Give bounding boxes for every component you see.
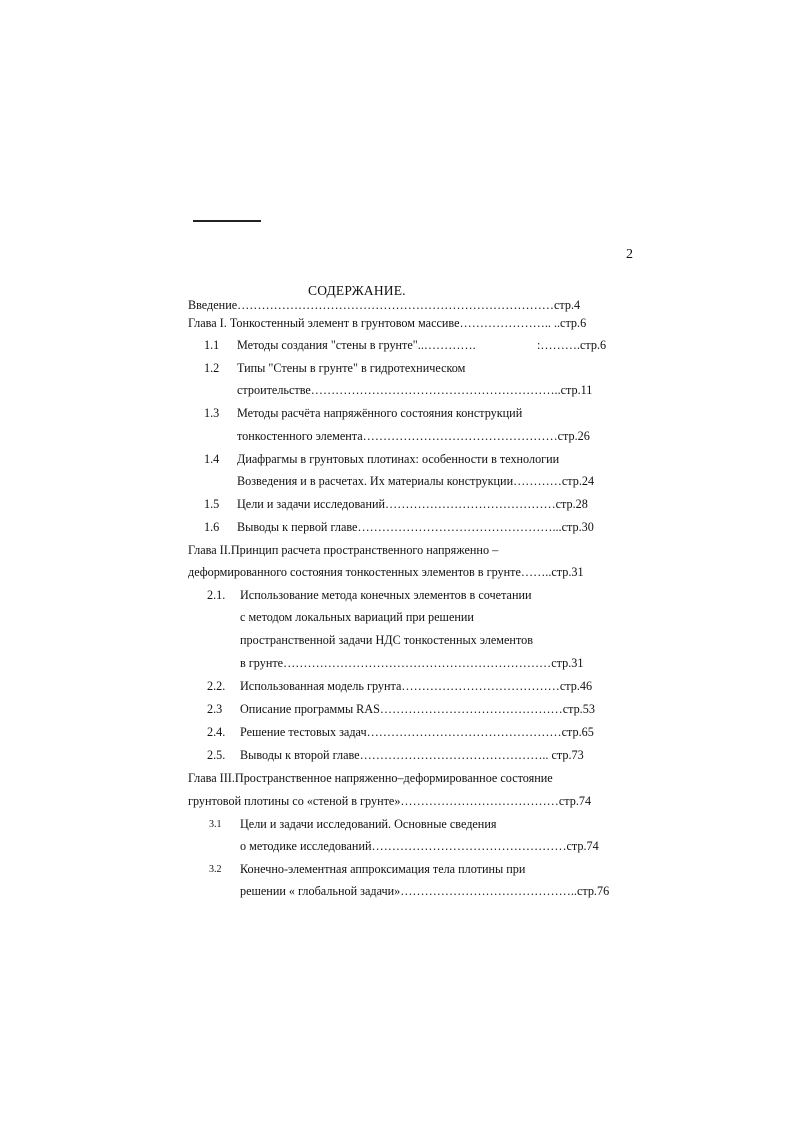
toc-entry-2-3: Описание программы RAS………………………………………стр.53 bbox=[240, 702, 595, 716]
toc-number-2-4: 2.4. bbox=[207, 725, 226, 739]
toc-entry-1-6: Выводы к первой главе…………………………………………...стр.30 bbox=[237, 520, 594, 534]
toc-number-1-2: 1.2 bbox=[204, 361, 220, 375]
page-number: 2 bbox=[626, 247, 633, 262]
toc-entry-2-1-line-3: пространственной задачи НДС тонкостенных элементов bbox=[240, 633, 533, 647]
toc-entry-3-2-line-2: решении « глобальной задачи»……………………………………..стр.76 bbox=[240, 884, 610, 898]
toc-number-3-2: 3.2 bbox=[209, 864, 222, 875]
toc-entry-2-4: Решение тестовых задач…………………………………………стр.65 bbox=[240, 725, 594, 739]
toc-number-2-1: 2.1. bbox=[207, 588, 226, 602]
toc-entry-chapter-2-line-2: деформированного состояния тонкостенных элементов в грунте……..стр.31 bbox=[188, 565, 584, 579]
toc-entry-intro: Введение……………………………………………………………………стр.4 bbox=[188, 298, 581, 312]
toc-number-1-3: 1.3 bbox=[204, 406, 220, 420]
toc-number-2-3: 2.3 bbox=[207, 702, 223, 716]
toc-entry-1-2-line-1: Типы "Стены в грунте" в гидротехническом bbox=[237, 361, 466, 375]
toc-entry-2-1-line-4: в грунте…………………………………………………………стр.31 bbox=[240, 656, 584, 670]
toc-entry-chapter-3-line-1: Глава III.Пространственное напряженно–деформированное состояние bbox=[188, 771, 553, 785]
toc-entry-1-3-line-1: Методы расчёта напряжённого состояния конструкций bbox=[237, 406, 523, 420]
toc-entry-chapter-3-line-2: грунтовой плотины со «стеной в грунте»…………………………………стр.74 bbox=[188, 794, 592, 808]
toc-number-1-5: 1.5 bbox=[204, 497, 220, 511]
toc-entry-1-4-line-2: Возведения и в расчетах. Их материалы конструкции…………стр.24 bbox=[237, 474, 595, 488]
toc-number-1-1: 1.1 bbox=[204, 338, 220, 352]
toc-number-2-2: 2.2. bbox=[207, 679, 226, 693]
toc-entry-2-1-line-2: с методом локальных вариаций при решении bbox=[240, 610, 474, 624]
toc-entry-1-2-line-2: строительстве……………………………………………………..стр.11 bbox=[237, 383, 593, 397]
toc-entry-1-4-line-1: Диафрагмы в грунтовых плотинах: особенности в технологии bbox=[237, 452, 560, 466]
toc-entry-chapter-2-line-1: Глава II.Принцип расчета пространственного напряженно – bbox=[188, 543, 499, 557]
header-rule bbox=[193, 220, 261, 222]
toc-title: СОДЕРЖАНИЕ. bbox=[308, 283, 406, 298]
toc-entry-3-1-line-1: Цели и задачи исследований. Основные сведения bbox=[240, 817, 497, 831]
toc-entry-1-1-page: :……….стр.6 bbox=[537, 338, 607, 352]
toc-entry-3-2-line-1: Конечно-элементная аппроксимация тела плотины при bbox=[240, 862, 526, 876]
toc-entry-1-3-line-2: тонкостенного элемента…………………………………………стр.26 bbox=[237, 429, 590, 443]
toc-entry-2-1-line-1: Использование метода конечных элементов в сочетании bbox=[240, 588, 532, 602]
toc-entry-2-2: Использованная модель грунта…………………………………стр.46 bbox=[240, 679, 593, 693]
toc-entry-2-5: Выводы к второй главе……………………………………….. стр.73 bbox=[240, 748, 584, 762]
toc-number-2-5: 2.5. bbox=[207, 748, 226, 762]
toc-number-3-1: 3.1 bbox=[209, 819, 222, 830]
toc-number-1-6: 1.6 bbox=[204, 520, 220, 534]
toc-entry-chapter-1: Глава I. Тонкостенный элемент в грунтовом массиве………………….. ..стр.6 bbox=[188, 316, 587, 330]
toc-entry-1-5: Цели и задачи исследований……………………………………стр.28 bbox=[237, 497, 588, 511]
toc-entry-1-1: Методы создания "стены в грунте"..…………. bbox=[237, 338, 476, 352]
toc-number-1-4: 1.4 bbox=[204, 452, 220, 466]
toc-entry-3-1-line-2: о методике исследований…………………………………………стр.74 bbox=[240, 839, 599, 853]
